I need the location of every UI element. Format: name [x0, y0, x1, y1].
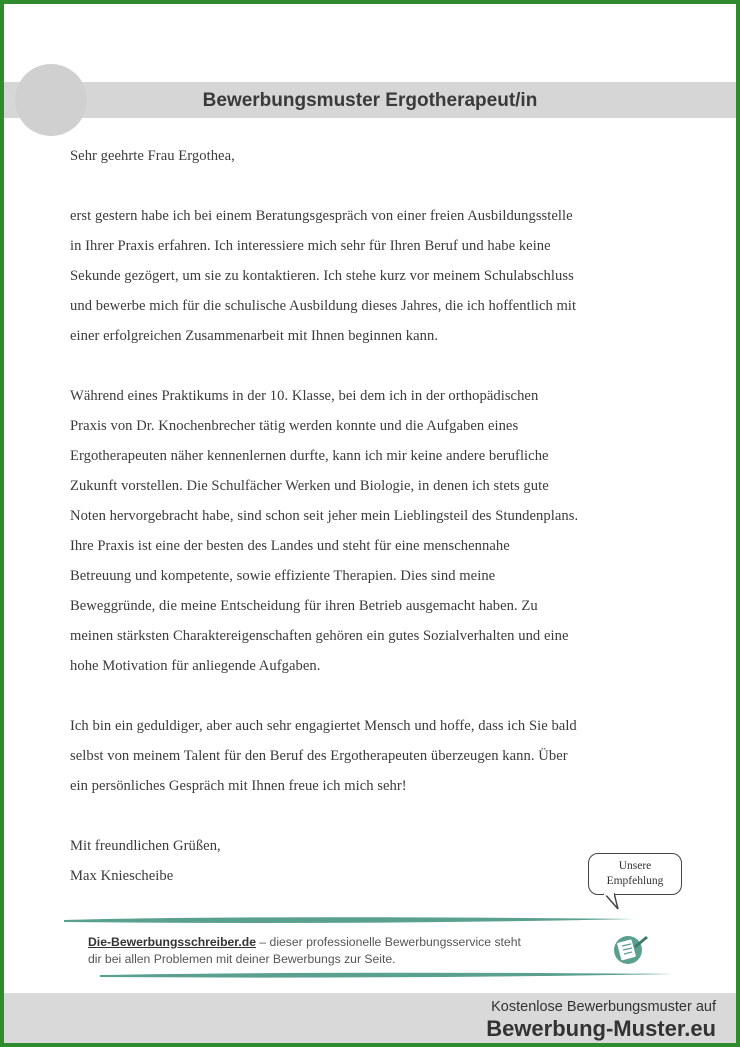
paragraph-line: hohe Motivation für anliegende Aufgaben. — [70, 658, 321, 674]
paragraph-line: Noten hervorgebracht habe, sind schon seit jeher mein Lieblingsteil des Stundenplans. — [70, 508, 579, 524]
paragraph-line: Sekunde gezögert, um sie zu kontaktieren. Ich stehe kurz vor meinem Schulabschluss — [70, 268, 574, 284]
promo-text — [88, 934, 608, 968]
salutation: Sehr geehrte Frau Ergothea, — [70, 148, 235, 164]
paragraph-line: Ihre Praxis ist eine der besten des Landes und steht für eine menschennahe — [70, 538, 510, 554]
letter-body — [70, 141, 682, 891]
paragraph-line: Betreuung und kompetente, sowie effiziente Therapien. Dies sind meine — [70, 568, 496, 584]
notepad-check-icon — [610, 932, 650, 966]
paragraph-1 — [70, 201, 682, 351]
paragraph-line: Ich bin ein geduldiger, aber auch sehr engagiertet Mensch und hoffe, dass ich Sie bald — [70, 718, 577, 734]
paragraph-line: Beweggründe, die meine Entscheidung für ihren Betrieb ausgemacht haben. Zu — [70, 598, 538, 614]
paragraph-line: meinen stärksten Charaktereigenschaften gehören ein gutes Sozialverhalten und eine — [70, 628, 569, 644]
signature: Max Kniescheibe — [70, 868, 174, 884]
promo-link[interactable]: Die-Bewerbungsschreiber.de — [88, 935, 256, 949]
paragraph-line: Zukunft vorstellen. Die Schulfächer Werken und Biologie, in denen ich stets gute — [70, 478, 549, 494]
paragraph-line: Während eines Praktikums in der 10. Klasse, bei dem ich in der orthopädischen — [70, 388, 539, 404]
recommendation-line-1: Unsere — [618, 860, 652, 872]
paragraph-line: erst gestern habe ich bei einem Beratungsgespräch von einer freien Ausbildungsstelle — [70, 208, 573, 224]
paragraph-2 — [70, 381, 682, 681]
promo-text-part2: dir bei allen Problemen mit deiner Bewerbungs zur Seite. — [88, 952, 396, 966]
promo-text-part1: – dieser professionelle Bewerbungsservice steht — [255, 935, 521, 949]
paragraph-line: ein persönliches Gespräch mit Ihnen freue ich mich sehr! — [70, 778, 407, 794]
closing: Mit freundlichen Grüßen, — [70, 838, 221, 854]
speech-bubble-tail-icon — [602, 893, 622, 911]
paragraph-line: Praxis von Dr. Knochenbrecher tätig werden konnte und die Aufgaben eines — [70, 418, 519, 434]
footer-site-name[interactable]: Bewerbung-Muster.eu — [486, 1016, 716, 1041]
page-title: Bewerbungsmuster Ergotherapeut/in — [202, 90, 538, 111]
footer-small-text: Kostenlose Bewerbungsmuster auf — [491, 999, 716, 1015]
paragraph-line: selbst von meinem Talent für den Beruf des Ergotherapeuten überzeugen kann. Über — [70, 748, 568, 764]
paragraph-line: in Ihrer Praxis erfahren. Ich interessiere mich sehr für Ihren Beruf und habe keine — [70, 238, 551, 254]
promo-bottom-stripe — [96, 970, 676, 980]
recommendation-bubble — [588, 853, 688, 913]
paragraph-line: und bewerbe mich für die schulische Ausbildung dieses Jahres, die ich hoffentlich mit — [70, 298, 577, 314]
paragraph-line: einer erfolgreichen Zusammenarbeit mit Ihnen beginnen kann. — [70, 328, 439, 344]
paragraph-line: Ergotherapeuten näher kennenlernen durfte, kann ich mir keine andere berufliche — [70, 448, 549, 464]
recommendation-line-2: Empfehlung — [606, 875, 664, 887]
promo-top-stripe — [60, 914, 640, 926]
paragraph-3 — [70, 711, 682, 801]
